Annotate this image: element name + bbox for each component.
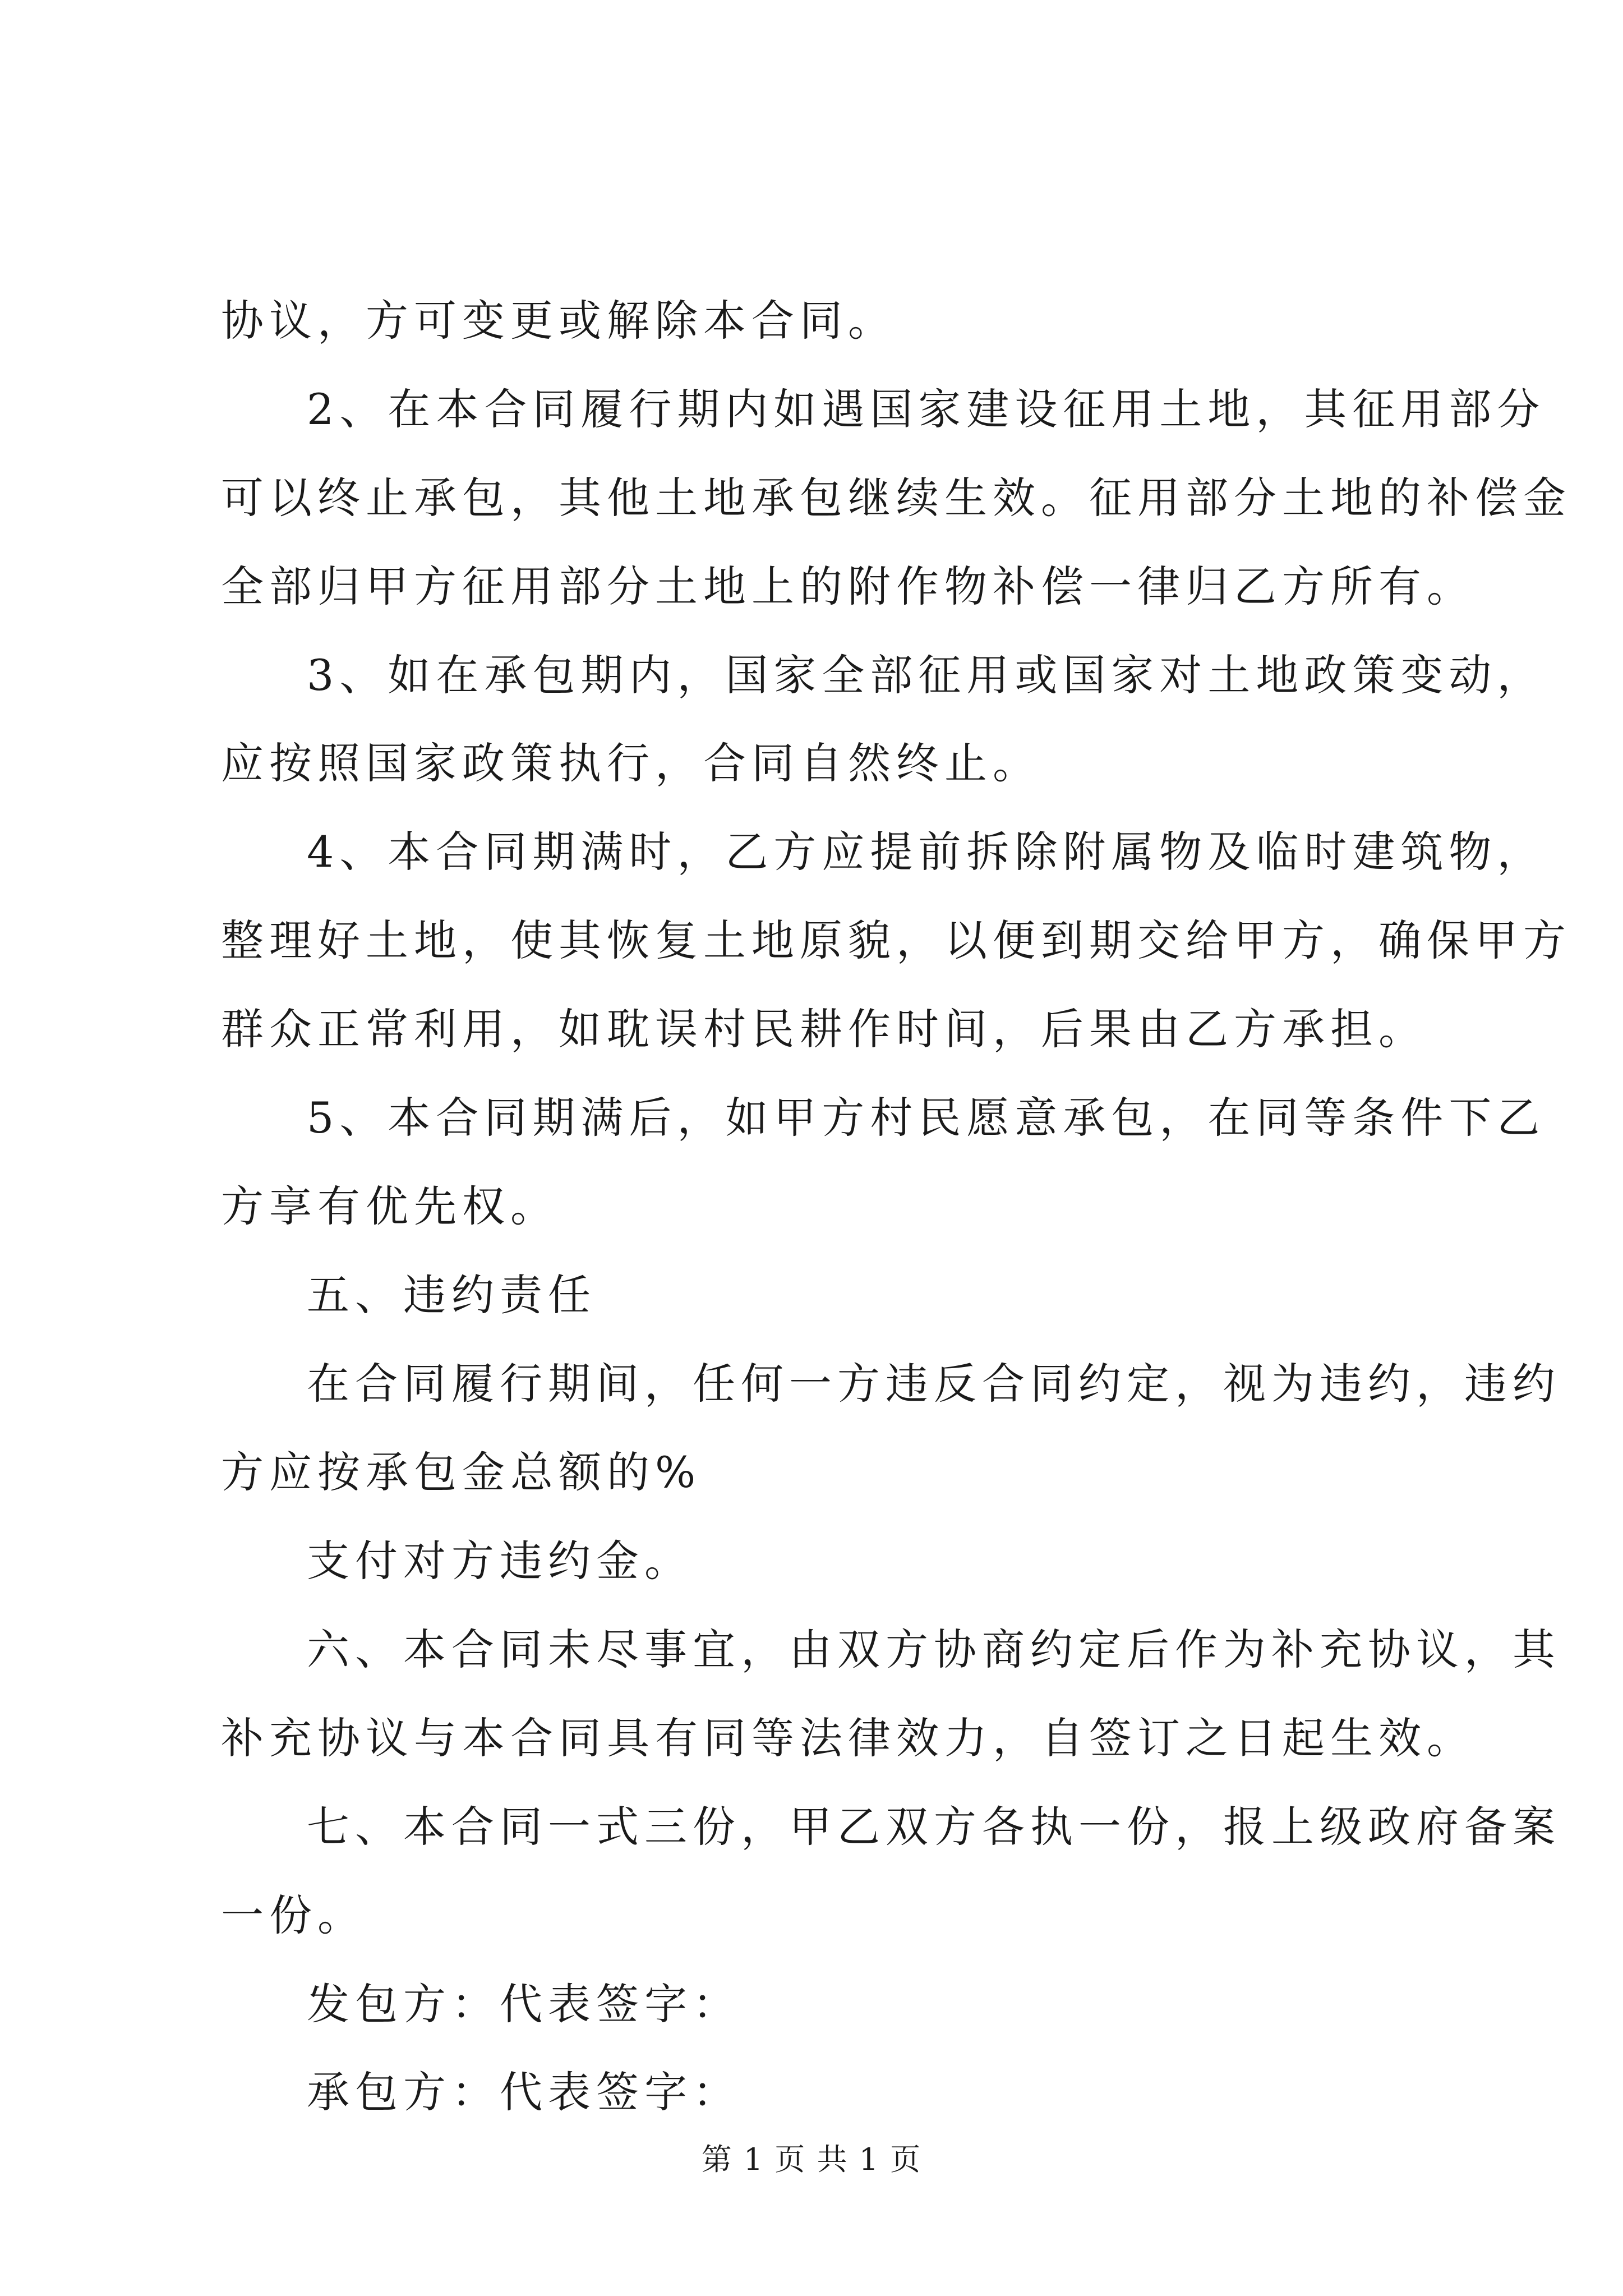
text-line: 4、本合同期满时，乙方应提前拆除附属物及临时建筑物， bbox=[307, 827, 1546, 877]
text-line: 六、本合同未尽事宜，由双方协商约定后作为补充协议，其 bbox=[307, 1625, 1561, 1674]
signature-line-issuer: 发包方：代表签字： bbox=[307, 1979, 741, 2029]
section-heading: 五、违约责任 bbox=[307, 1270, 596, 1320]
text-line: 支付对方违约金。 bbox=[307, 1536, 693, 1586]
text-line: 群众正常利用，如耽误村民耕作时间，后果由乙方承担。 bbox=[221, 1004, 1427, 1054]
text-line: 补充协议与本合同具有同等法律效力，自签订之日起生效。 bbox=[221, 1713, 1475, 1763]
text-line: 方享有优先权。 bbox=[221, 1181, 559, 1231]
text-line: 一份。 bbox=[221, 1890, 366, 1940]
text-line: 3、如在承包期内，国家全部征用或国家对土地政策变动， bbox=[307, 650, 1546, 700]
text-line: 整理好土地，使其恢复土地原貌，以便到期交给甲方，确保甲方 bbox=[221, 915, 1571, 965]
text-line: 可以终止承包，其他土地承包继续生效。征用部分土地的补偿金 bbox=[221, 473, 1571, 523]
text-line: 2、在本合同履行期内如遇国家建设征用土地，其征用部分 bbox=[307, 384, 1546, 434]
page-footer: 第 1 页 共 1 页 bbox=[701, 2142, 922, 2177]
text-line: 在合同履行期间，任何一方违反合同约定，视为违约，违约 bbox=[307, 1359, 1561, 1409]
text-line: 5、本合同期满后，如甲方村民愿意承包，在同等条件下乙 bbox=[307, 1093, 1546, 1143]
text-line: 全部归甲方征用部分土地上的附作物补偿一律归乙方所有。 bbox=[221, 562, 1475, 611]
text-line: 协议，方可变更或解除本合同。 bbox=[221, 296, 896, 346]
signature-line-contractor: 承包方：代表签字： bbox=[307, 2067, 741, 2117]
text-line: 方应按承包金总额的% bbox=[221, 1447, 702, 1497]
text-line: 应按照国家政策执行，合同自然终止。 bbox=[221, 738, 1041, 788]
text-line: 七、本合同一式三份，甲乙双方各执一份，报上级政府备案 bbox=[307, 1802, 1561, 1852]
